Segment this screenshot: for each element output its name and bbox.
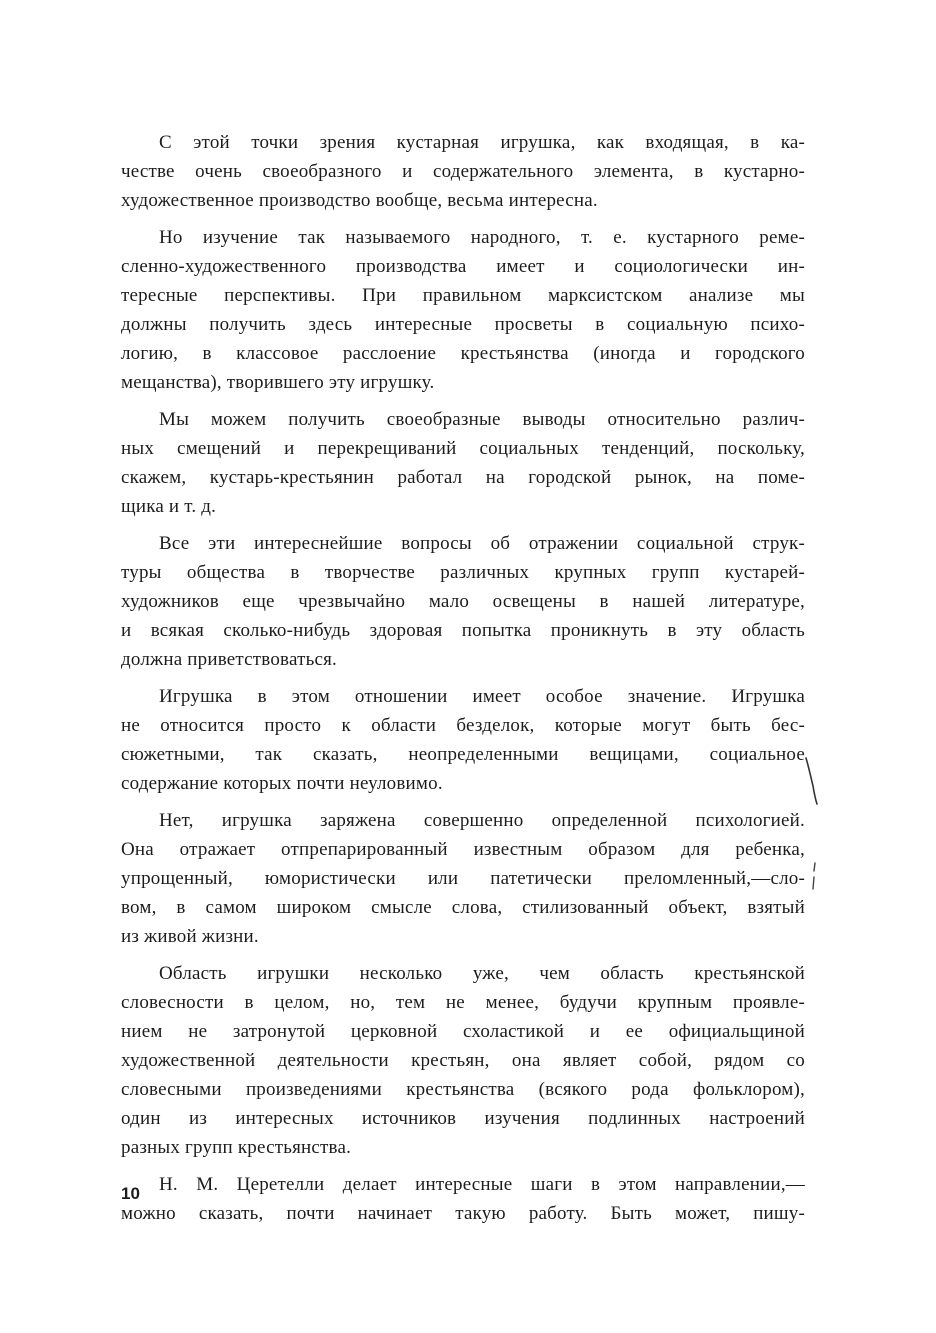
text-line: логию, в классовое расслоение крестьянства (иногда и городского — [121, 343, 805, 364]
text-line: упрощенный, юмористически или патетически преломленный,—сло- — [121, 868, 805, 889]
text-line: Она отражает отпрепарированный известным образом для ребенка, — [121, 839, 805, 860]
margin-tick-mark — [806, 860, 822, 892]
paragraph-3 — [121, 405, 805, 521]
text-line: один из интересных источников изучения подлинных настроений — [121, 1108, 805, 1129]
text-line: должны получить здесь интересные просветы в социальную психо- — [121, 314, 805, 335]
text-line: содержание которых почти неуловимо. — [121, 773, 443, 794]
text-line: честве очень своеобразного и содержательного элемента, в кустарно- — [121, 161, 805, 182]
text-line: можно сказать, почти начинает такую работу. Быть может, пишу- — [121, 1203, 805, 1224]
margin-bracket-mark — [803, 756, 823, 806]
text-line: Н. М. Церетелли делает интересные шаги в этом направлении,— — [159, 1174, 805, 1195]
text-line: художественное производство вообще, весьма интересна. — [121, 190, 598, 211]
text-line: С этой точки зрения кустарная игрушка, как входящая, в ка- — [159, 132, 805, 153]
text-line: мещанства), творившего эту игрушку. — [121, 372, 435, 393]
text-line: щика и т. д. — [121, 496, 217, 517]
text-line: нием не затронутой церковной схоластикой и ее официальщиной — [121, 1021, 805, 1042]
text-line: вом, в самом широком смысле слова, стилизованный объект, взятый — [121, 897, 805, 918]
paragraph-1 — [121, 128, 805, 215]
text-line: должна приветствоваться. — [121, 649, 337, 670]
text-line: сюжетными, так сказать, неопределенными вещицами, социальное — [121, 744, 805, 765]
text-line: тересные перспективы. При правильном марксистском анализе мы — [121, 285, 805, 306]
text-line: из живой жизни. — [121, 926, 259, 947]
text-line: Область игрушки несколько уже, чем область крестьянской — [159, 963, 805, 984]
paragraph-4 — [121, 529, 805, 674]
paragraph-5 — [121, 682, 805, 798]
text-line: Все эти интереснейшие вопросы об отражении социальной струк- — [159, 533, 805, 554]
text-line: Нет, игрушка заряжена совершенно определенной психологией. — [159, 810, 805, 831]
text-line: скажем, кустарь-крестьянин работал на городской рынок, на поме- — [121, 467, 805, 488]
paragraph-7 — [121, 959, 805, 1162]
text-line: Но изучение так называемого народного, т. е. кустарного реме- — [159, 227, 805, 248]
text-line: словесными произведениями крестьянства (всякого рода фольклором), — [121, 1079, 805, 1100]
text-line: художественной деятельности крестьян, она являет собой, рядом со — [121, 1050, 805, 1071]
paragraph-2 — [121, 223, 805, 397]
text-line: разных групп крестьянства. — [121, 1137, 352, 1158]
text-line: словесности в целом, но, тем не менее, будучи крупным проявле- — [121, 992, 805, 1013]
text-line: сленно-художественного производства имеет и социологически ин- — [121, 256, 805, 277]
text-line: художников еще чрезвычайно мало освещены в нашей литературе, — [121, 591, 805, 612]
text-line: не относится просто к области безделок, которые могут быть бес- — [121, 715, 805, 736]
text-line: и всякая сколько-нибудь здоровая попытка проникнуть в эту область — [121, 620, 805, 641]
page-number: 10 — [121, 1184, 140, 1203]
text-line: Игрушка в этом отношении имеет особое значение. Игрушка — [159, 686, 805, 707]
text-line: ных смещений и перекрещиваний социальных тенденций, поскольку, — [121, 438, 805, 459]
paragraph-6 — [121, 806, 805, 951]
body-text — [121, 128, 805, 1236]
text-line: туры общества в творчестве различных крупных групп кустарей- — [121, 562, 805, 583]
text-line: Мы можем получить своеобразные выводы относительно различ- — [159, 409, 805, 430]
paragraph-8 — [121, 1170, 805, 1228]
